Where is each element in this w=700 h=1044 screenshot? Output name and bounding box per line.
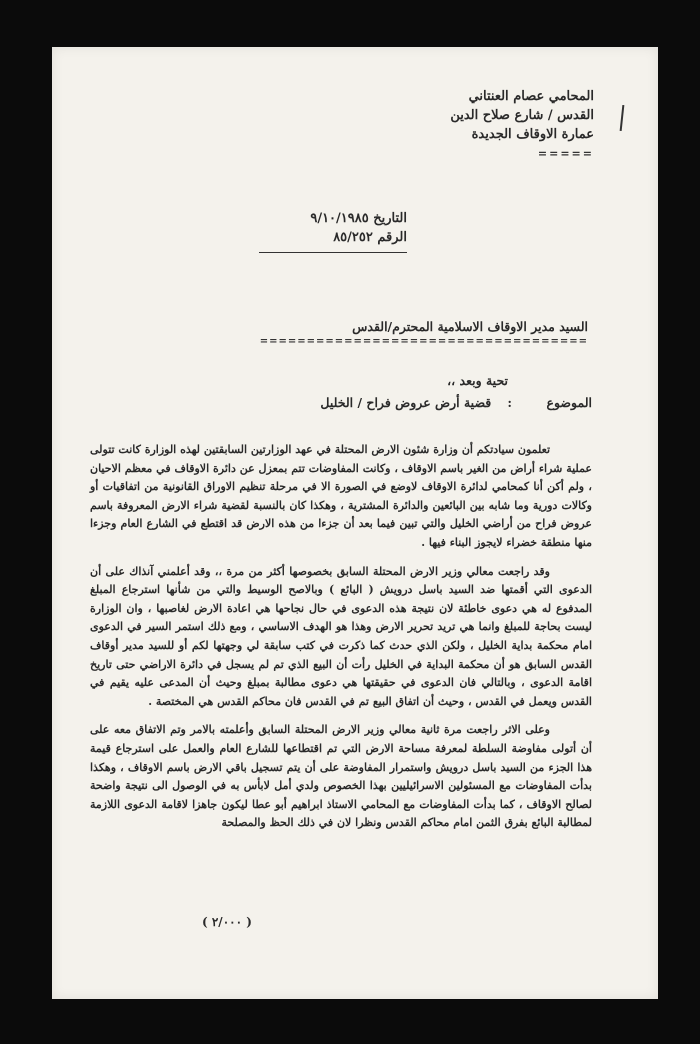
sender-address: القدس / شارع صلاح الدين: [450, 108, 594, 123]
sender-name: المحامي عصام العنتاني: [468, 89, 594, 104]
sender-block: [274, 87, 594, 163]
greeting: تحية وبعد ،،: [447, 373, 508, 388]
body-paragraph-1: تعلمون سيادتكم أن وزارة شئون الارض المحتلة في عهد الوزارتين السابقتين لهذه الوزارة كانت تتولى عملية شراء أراض من الغير باسم الاوقاف ، وكانت المفاوضات تتم بمعزل عن دائرة الاوقاف في معظم الاحيان ، ولم أكن أنا كمحامي لدائرة الاوقاف لاوضع في الصورة الا في مرحلة تنظيم الاوراق القانونية من اتفاقيات أو وكالات دورية وما شابه بين البائعين والدائرة المشترية ، وهكذا كان بالنسبة لقضية شراء الارض المعروفة باسم عروض فراح من أراضي الخليل والتي تبين فيما بعد أن جزءا من هذه الارض قد اقتطع في الشارع العام وجزءا منها منطقة خضراء لايجوز البناء فيها .: [90, 443, 592, 549]
sender-divider: =====: [537, 147, 594, 160]
date-line: التاريخ ٩/١٠/١٩٨٥: [310, 211, 407, 226]
recipient-underline: ===================================: [259, 336, 588, 347]
body-paragraph-2: وقد راجعت معالي وزير الارض المحتلة السابق بخصوصها أكثر من مرة ،، وقد أعلمني آنذاك على أن الدعوى التي أقمتها ضد السيد باسل درويش ( البائع ) وبالاصح الوسيط والتي من شأنها استرجاع المبلغ المدفوع له هي دعوى خاطئة لان نتيجة هذه الدعوى في حال نجاحها هي اعادة الارض لغاصبها ، وان الوزارة ليست بحاجة للمبلغ وانما هي تريد تحرير الارض وهذا هو الهدف الاساسي ، ومع ذلك استمر السير في الدعوى امام محكمة بداية الخليل ، ولكن الذي حدث كما ذكرت في كتب سابقة لي وجهتها لكم أو للسيد مدير أوقاف القدس السابق هو أن محكمة البداية في الخليل رأت أن البيع الذي تم لم يسجل في دائرة الاراضي حتى تاريخ اقامة الدعوى ، وبالتالي فان الدعوى في حقيقتها هي دعوى مطالبة بمبلغ وحيث أن المدعى عليه يقيم في القدس ويعمل في القدس ، وحيث أن اتفاق البيع تم في القدس فان محاكم القدس هي المختصة .: [90, 564, 592, 708]
letter-page: [52, 47, 658, 999]
handwritten-mark: [620, 105, 625, 131]
subject-colon: :: [507, 395, 512, 410]
sender-building: عمارة الاوقاف الجديدة: [471, 127, 594, 142]
recipient-block: [228, 319, 588, 347]
subject-text: قضية أرض عروض فراح / الخليل: [320, 395, 492, 410]
body-paragraph-3: وعلى الاثر راجعت مرة ثانية معالي وزير الارض المحتلة السابق وأعلمته بالامر وتم الاتفاق معه على أن أتولى مفاوضة السلطة لمعرفة مساحة الارض التي تم اقتطاعها للشارع العام والعمل على استرجاع قيمة هذا الجزء من السيد باسل درويش واستمرار المفاوضة على أن يتم تسجيل باقي الارض باسم الاوقاف ، وهكذا بدأت المفاوضات مع المسئولين الاسرائيليين بهذا الخصوص ولدي أمل لابأس به في الوصول الى نتيجة واضحة لصالح الاوقاف ، كما بدأت المفاوضات مع المحامي الاستاذ ابراهيم أبو عطا ليكون جاهزا لاقامة الدعوى اللازمة لمطالبة البائع بفرق الثمن امام محاكم القدس ونظرا لان في ذلك الحظ والمصلحة: [90, 723, 592, 830]
subject-line: [232, 395, 592, 410]
date-reference-block: [257, 209, 407, 253]
reference-line: الرقم ٨٥/٢٥٢: [333, 230, 407, 245]
recipient-line: السيد مدير الاوقاف الاسلامية المحترم/القدس: [352, 319, 588, 334]
page-number: ( ٢/٠٠٠ ): [202, 915, 252, 929]
subject-label: الموضوع: [546, 395, 592, 410]
letter-body: [90, 441, 592, 843]
date-underline: [259, 252, 407, 253]
